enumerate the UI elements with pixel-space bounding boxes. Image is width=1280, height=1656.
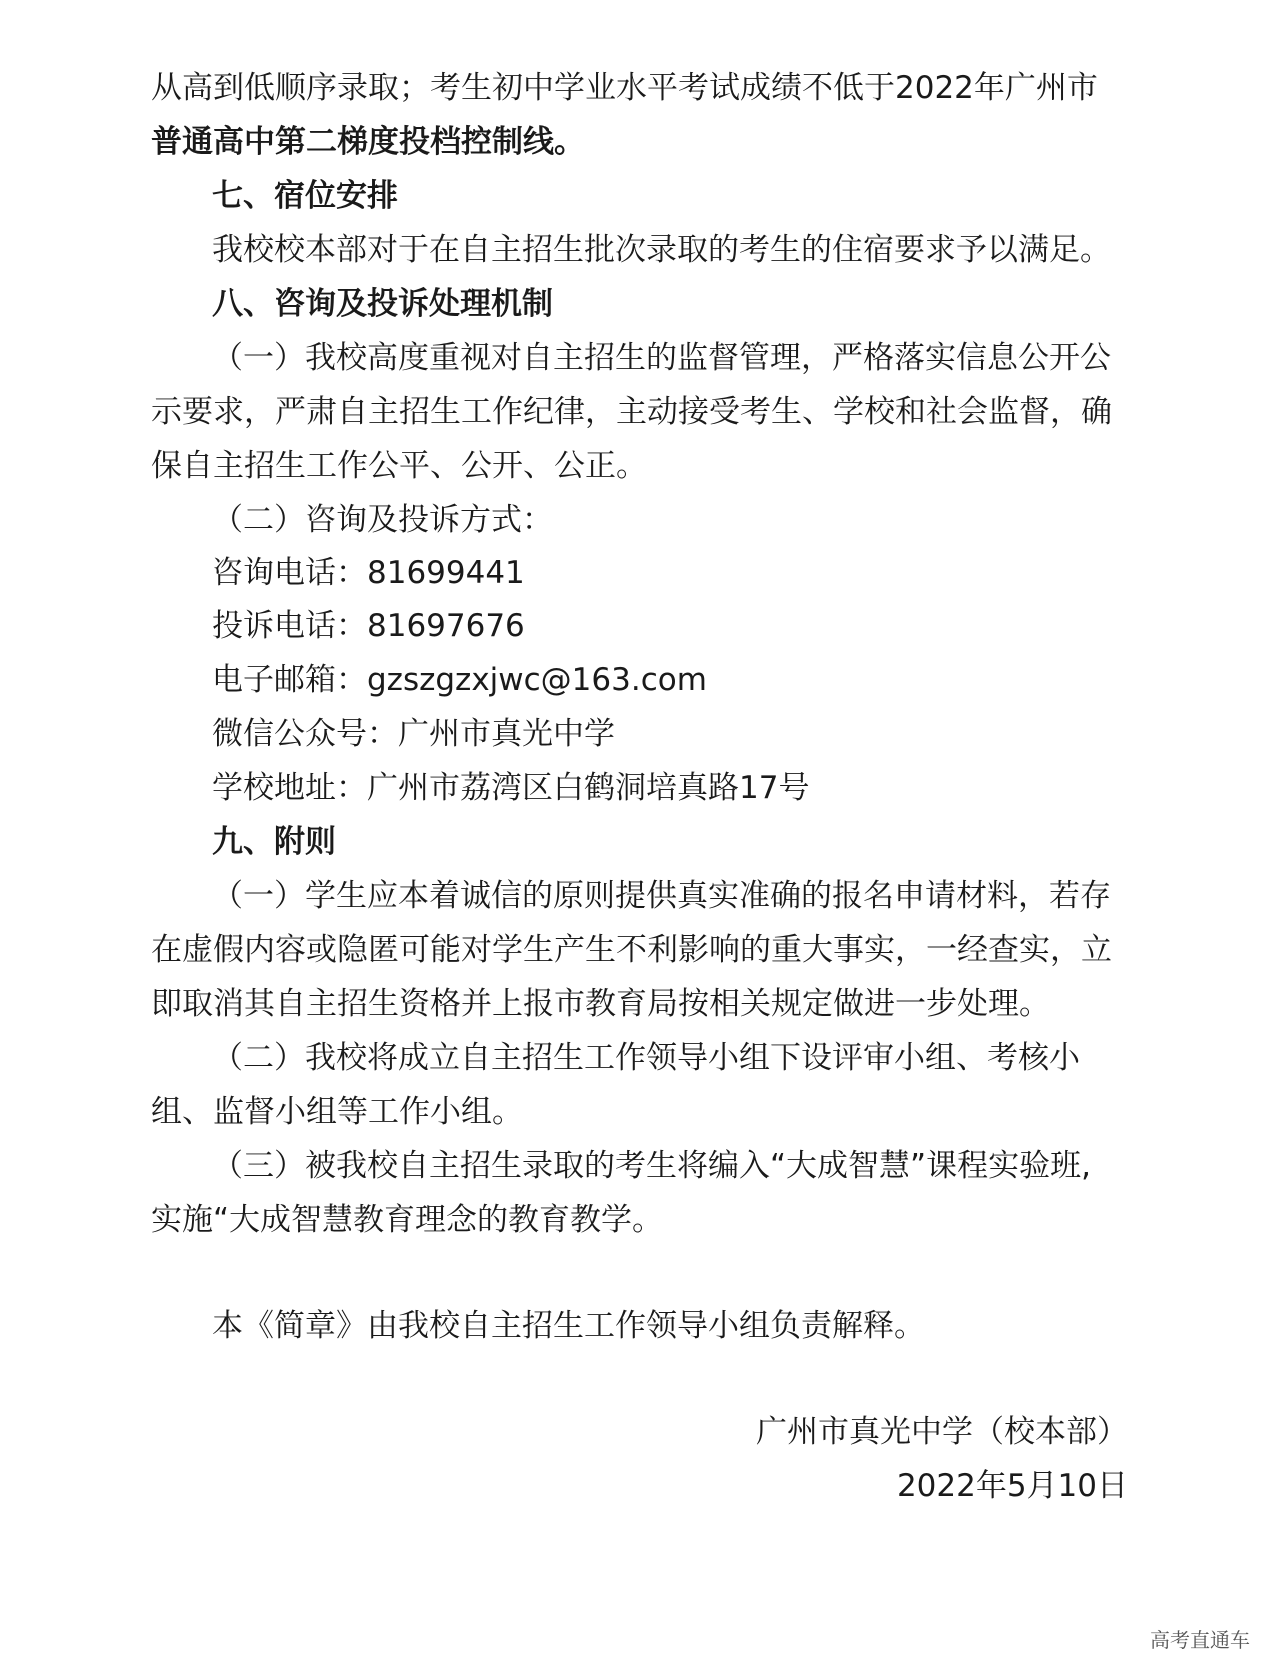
paragraph-line: 即取消其自主招生资格并上报市教育局按相关规定做进一步处理。 [151,986,1050,1022]
paragraph-line: （三）被我校自主招生录取的考生将编入“大成智慧”课程实验班, [212,1148,1091,1184]
signature-org: 广州市真光中学（校本部） [756,1414,1128,1450]
paragraph-line: 在虚假内容或隐匿可能对学生产生不利影响的重大事实，一经查实，立 [151,932,1112,968]
paragraph-line: 示要求，严肃自主招生工作纪律，主动接受考生、学校和社会监督，确 [151,394,1112,430]
paragraph-line: （二）咨询及投诉方式： [212,502,553,538]
school-address: 学校地址：广州市荔湾区白鹤洞培真路17号 [212,770,810,806]
watermark: 高考直通车 [1150,1628,1250,1652]
complaint-phone: 投诉电话：81697676 [212,608,525,644]
paragraph-line: 实施“大成智慧教育理念的教育教学。 [151,1202,664,1238]
paragraph-line: 保自主招生工作公平、公开、公正。 [151,448,647,484]
paragraph-line: （二）我校将成立自主招生工作领导小组下设评审小组、考核小 [212,1040,1080,1076]
contact-email: 电子邮箱：gzszgzxjwc@163.com [212,662,707,698]
section-heading: 七、宿位安排 [212,178,398,214]
section-heading: 九、附则 [212,824,336,860]
paragraph-line: （一）学生应本着诚信的原则提供真实准确的报名申请材料，若存 [212,878,1111,914]
closing-statement: 本《简章》由我校自主招生工作领导小组负责解释。 [212,1308,925,1344]
paragraph-line: 普通高中第二梯度投档控制线。 [151,124,585,160]
paragraph-line: 组、监督小组等工作小组。 [151,1094,523,1130]
paragraph-line: 我校校本部对于在自主招生批次录取的考生的住宿要求予以满足。 [212,232,1111,268]
signature-date: 2022年5月10日 [896,1468,1128,1504]
contact-phone: 咨询电话：81699441 [212,555,525,591]
wechat-account: 微信公众号：广州市真光中学 [212,716,615,752]
paragraph-line: 从高到低顺序录取；考生初中学业水平考试成绩不低于2022年广州市 [151,70,1098,106]
section-heading: 八、咨询及投诉处理机制 [212,286,553,322]
paragraph-line: （一）我校高度重视对自主招生的监督管理，严格落实信息公开公 [212,340,1111,376]
